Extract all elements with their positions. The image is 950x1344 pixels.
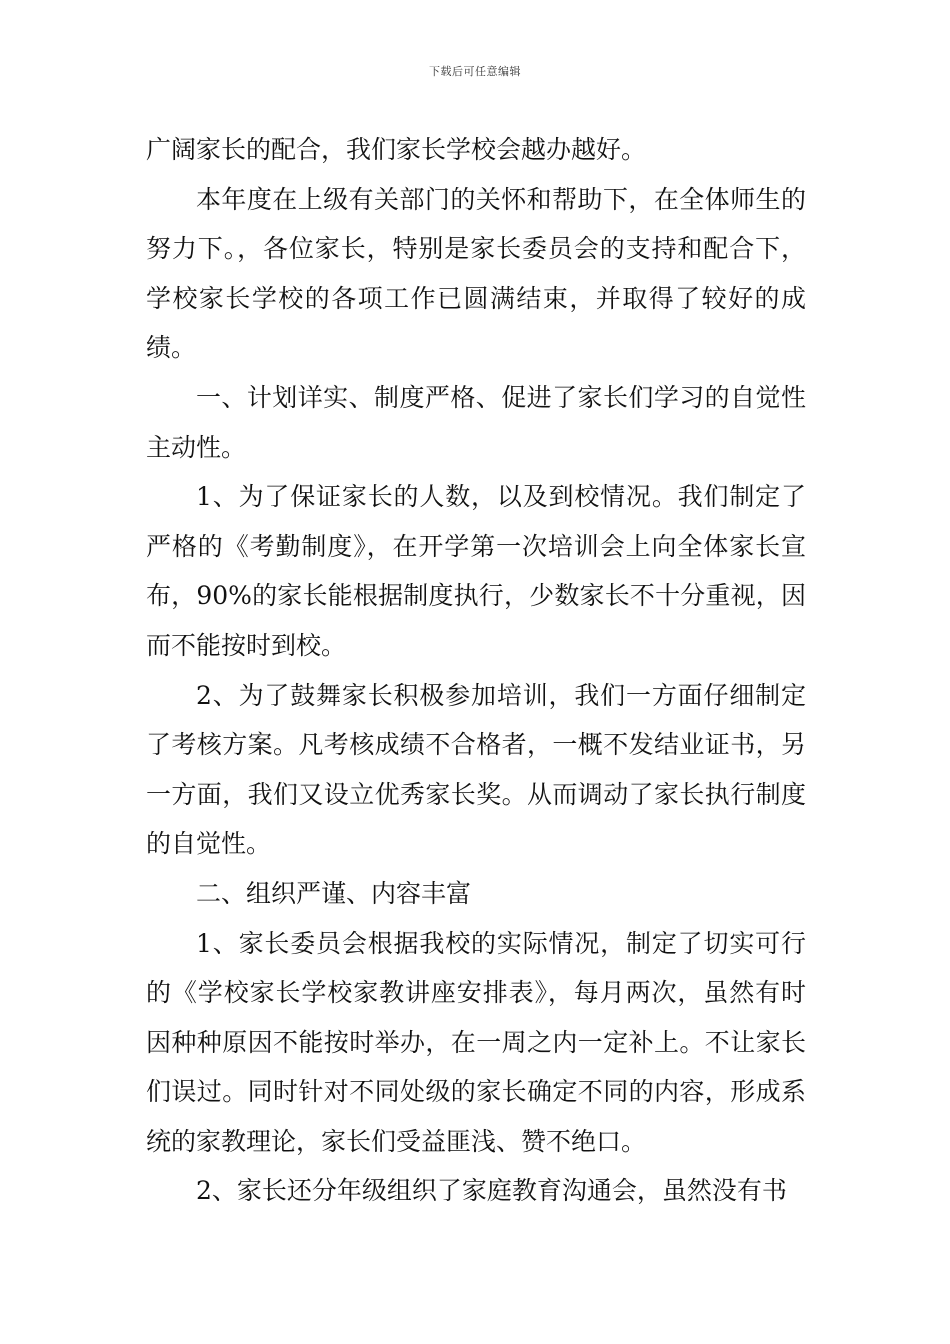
section-heading-1: 一、计划详实、制度严格、促进了家长们学习的自觉性主动性。 xyxy=(146,382,806,462)
paragraph-attendance: 1、为了保证家长的人数，以及到校情况。我们制定了严格的《考勤制度》，在开学第一次培训会上向全体家长宣布，90%的家长能根据制度执行，少数家长不十分重视，因而不能按时到校。 xyxy=(146,482,806,660)
page-header-note: 下载后可任意编辑 xyxy=(429,65,521,78)
paragraph-lecture-schedule: 1、家长委员会根据我校的实际情况，制定了切实可行的《学校家长学校家教讲座安排表》，每月两次，虽然有时因种种原因不能按时举办，在一周之内一定补上。不让家长们误过。同时针对不同处级的家长确定不同的内容，形成系统的家教理论，家长们受益匪浅、赞不绝口。 xyxy=(146,928,806,1156)
paragraph-assessment: 2、为了鼓舞家长积极参加培训，我们一方面仔细制定了考核方案。凡考核成绩不合格者，一概不发结业证书，另一方面，我们又设立优秀家长奖。从而调动了家长执行制度的自觉性。 xyxy=(146,680,806,859)
section-heading-2: 二、组织严谨、内容丰富 xyxy=(196,878,472,908)
paragraph-closing-line: 广阔家长的配合，我们家长学校会越办越好。 xyxy=(146,135,647,164)
paragraph-year-summary: 本年度在上级有关部门的关怀和帮助下，在全体师生的努力下。，各位家长，特别是家长委员会的支持和配合下，学校家长学校的各项工作已圆满结束，并取得了较好的成绩。 xyxy=(146,184,806,363)
document-body xyxy=(146,125,806,1216)
paragraph-grade-meetings: 2、家长还分年级组织了家庭教育沟通会，虽然没有书 xyxy=(196,1176,787,1206)
